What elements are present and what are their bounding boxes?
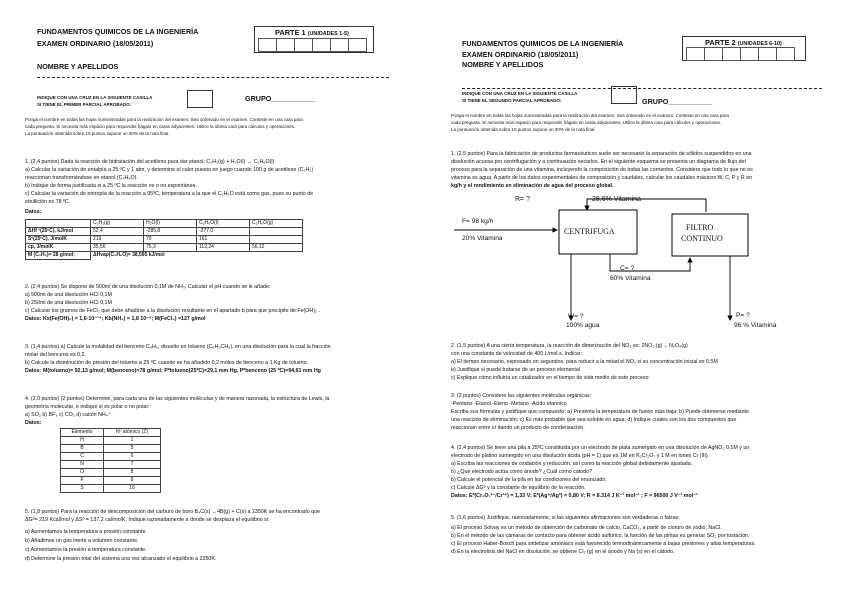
table-cell: 1 bbox=[104, 437, 161, 445]
q2-line: a) 500ml de una disolución HCl 0,1M bbox=[25, 292, 112, 298]
q1-line: reaccionan transformándose en etanol (C₂H₆O). bbox=[25, 175, 138, 181]
table-cell: O bbox=[61, 469, 104, 477]
q5-line: 5. (1,6 puntos) Justifique, razonadamente, si las siguientes afirmaciones son verdaderas o falsas: bbox=[451, 515, 680, 521]
name-label: NOMBRE Y APELLIDOS bbox=[462, 60, 544, 69]
p-composition: 96 % Vitamina bbox=[734, 322, 777, 329]
q1-line: b) Indique de forma justificada si a 25 ºC la reacción es o no espontánea. bbox=[25, 183, 197, 189]
table-cell: Nº atómico (Z) bbox=[104, 429, 161, 437]
table-cell: -277,0 bbox=[197, 228, 250, 236]
table-cell: C₂H₆O(g) bbox=[250, 220, 303, 228]
q1-line: kg/h y el rendimiento en eliminación de agua del proceso global. bbox=[451, 183, 614, 189]
p-label: P= ? bbox=[736, 312, 750, 319]
q3-line: molar del benceno es 0,2. bbox=[25, 352, 86, 358]
q2-line: 2. (2,4 puntos) Se dispone de 500ml de una disolución 0,1M de NH₃. Calcular el pH cuando se le añade: bbox=[25, 284, 271, 290]
table-row bbox=[26, 228, 303, 236]
table-cell: H₂O(l) bbox=[144, 220, 197, 228]
q5-line: d) En la electrolisis del NaCl en disolución, se obtiene Cl₂ (g) en el ánodo y Na (s) en el cátodo. bbox=[451, 549, 675, 555]
table-row bbox=[61, 469, 161, 477]
notice-line-2: SI TIENE EL PRIMER PARCIAL APROBADO: bbox=[37, 102, 132, 107]
table-cell: 75,3 bbox=[144, 244, 197, 252]
table-cell: 9 bbox=[104, 477, 161, 485]
q4-line: 4. (2,4 puntos) Se tiene una pila a 25ºC constituida por un electrodo de plata sumergido en una disolución de AgNO₃ 0,1M y un bbox=[451, 445, 750, 451]
q4-line: b) ¿Qué electrodo actúa como ánodo? ¿Cuál como cátodo? bbox=[451, 469, 593, 475]
centrifuge-label: CENTRIFUGA bbox=[564, 227, 615, 236]
table-cell: 161 bbox=[197, 236, 250, 244]
q2-line: con una constante de velocidad de 400 L/mol.s. Indicar: bbox=[451, 351, 583, 357]
table-cell: 5 bbox=[104, 445, 161, 453]
table-cell: ΔHf º(25ºC), kJ/mol bbox=[26, 228, 91, 236]
q4-line: 4. (2,0 puntos) (2 puntos) Determine, para cada una de las siguientes moléculas y de manera razonada, la estructura de Lewis, la bbox=[25, 396, 330, 402]
c-label: C= ? bbox=[620, 265, 635, 272]
q1-line: c) Calcular la variación de entropía de la reacción a 95ºC, temperatura a la que el C₂H₆O está como gas, pues su punto de bbox=[25, 191, 314, 197]
q2-line: c) Explique cómo influiría un catalizador en el tiempo de vida medio de este proceso bbox=[451, 375, 649, 381]
instructions-line-1: Ponga el nombre en todas las hojas suministradas para la realización del examen. Sea ordenado en el examen. Conteste en una cara para bbox=[25, 117, 303, 122]
q4-line: a) SO₂ b) BF₃ c) CO₂ d) catión NH₄⁺ bbox=[25, 412, 111, 418]
q1-line: 1. (2,4 puntos) Dada la reacción de hidratación del acetileno para dar etanol: C₂H₂(g) + H₂O(l) → C₂H₆O(l) bbox=[25, 159, 275, 165]
q3-line: Escriba sus fórmulas y justifique que compuesto: a) Presenta la temperatura de fusión más baja; b) Puede obtenerse mediante bbox=[451, 409, 749, 415]
q4-line: c) Calcule ΔGº y la constante de equilibrio de la reacción. bbox=[451, 485, 586, 491]
q5-line: ΔGº= 219 Kcal/mol y ΔSº = 137,2 cal/molK. Indique razonadamente a donde se desplaza el equilibrio si: bbox=[25, 517, 270, 523]
table-cell: N bbox=[61, 461, 104, 469]
table-cell bbox=[250, 228, 303, 236]
name-line[interactable] bbox=[37, 77, 389, 78]
table-cell: 8 bbox=[104, 469, 161, 477]
q5-line: d) Determine la presión total del sistema una vez alcanzado el equilibrio a 2350K. bbox=[25, 556, 217, 562]
notice-line-2: SI TIENE EL SEGUNDO PARCIAL APROBADO: bbox=[462, 98, 562, 103]
group-field[interactable]: GRUPO___________ bbox=[245, 94, 316, 103]
q1-line: disolución acuosa por centrifugación y a continuación secarlos. En el siguiente esquema se presenta un diagrama de flujo del bbox=[451, 159, 746, 165]
course-title: FUNDAMENTOS QUIMICOS DE LA INGENIERÍA bbox=[462, 39, 624, 48]
q4-line: a) Escriba las reacciones de oxidación y reducción, así como la reacción global debidamente ajustada. bbox=[451, 461, 693, 467]
q5-line: a) Aumentamos la temperatura a presión constante. bbox=[25, 529, 147, 535]
q1-data-label: Datos: bbox=[25, 209, 42, 215]
table-row bbox=[26, 252, 303, 260]
q5-line: b) Añadimos un gas inerte a volumen constante. bbox=[25, 538, 139, 544]
table-cell: ΔHvap(C₂H₆O)= 38,595 kJ/mol bbox=[93, 252, 165, 259]
passed-checkbox[interactable] bbox=[187, 90, 213, 108]
table-row bbox=[26, 220, 303, 228]
table-cell: Sº(25ºC), J/molK bbox=[26, 236, 91, 244]
instructions-line-1: Ponga el nombre en todas las hojas suministradas para la realización del examen. Sea ordenado en el examen. Conteste en una cara para bbox=[451, 113, 729, 118]
filter-label-1: FILTRO bbox=[686, 223, 714, 232]
grade-grid[interactable] bbox=[258, 38, 367, 52]
table-cell: cp, J/molK bbox=[26, 244, 91, 252]
instructions-line-3: La puntuación obtenida sobre 10 puntos supone un 30% de la nota final. bbox=[451, 127, 596, 132]
table-row bbox=[61, 437, 161, 445]
q4-line: geometría molecular, e indique si es polar o no polar: bbox=[25, 404, 150, 410]
table-cell: C bbox=[61, 453, 104, 461]
notice-line-1: INDIQUE CON UNA CRUZ EN LA SIGUIENTE CASILLA bbox=[462, 91, 578, 96]
filter-label-2: CONTINUO bbox=[681, 234, 723, 243]
table-cell: 219 bbox=[91, 236, 144, 244]
exam-page-part-2 bbox=[424, 0, 848, 599]
table-cell bbox=[26, 220, 91, 228]
table-row bbox=[61, 461, 161, 469]
table-cell: Elemento bbox=[61, 429, 104, 437]
q1-line: ebullición es 78 ºC. bbox=[25, 199, 71, 205]
w-composition: 100% agua bbox=[566, 322, 600, 329]
table-row bbox=[61, 429, 161, 437]
table-cell: F bbox=[61, 477, 104, 485]
table-cell: M (C₂H₂)= 28 g/mol; bbox=[26, 252, 91, 260]
table-cell: 16 bbox=[104, 485, 161, 493]
q5-line: 5. (1,8 puntos) Para la reacción de descomposición del carburo de boro B₄C(s) ↔4B(g) + C(s) a 2350K se ha encontrado que bbox=[25, 509, 320, 515]
table-cell: 7 bbox=[104, 461, 161, 469]
element-table bbox=[60, 428, 161, 493]
course-title: FUNDAMENTOS QUIMICOS DE LA INGENIERÍA bbox=[37, 27, 199, 36]
table-cell: 70 bbox=[144, 236, 197, 244]
q2-line: b) 250ml de una disolución HCl 0,1M bbox=[25, 300, 112, 306]
q2-line: Datos: Ks(Fe(OH)₂) = 1,6·10⁻¹⁴; Kb(NH₃) = 1,8 10⁻⁵; M(FeCl₂) =127 g/mol bbox=[25, 316, 206, 322]
r-composition: 28,6% Vitamina bbox=[592, 196, 641, 203]
q5-line: c) Aumentamos la presión a temperatura constante. bbox=[25, 547, 147, 553]
exam-title: EXAMEN ORDINARIO (18/05/2011) bbox=[462, 50, 579, 59]
q4-line: b) Calcule el potencial de la pila en las condiciones del enunciado. bbox=[451, 477, 607, 483]
instructions-line-2: cada pregunta. Si necesita más espacio para responder hágalo en caras adyacentes. Utilice la última cara para cálculos y operaciones. bbox=[25, 124, 296, 129]
table-cell: 112,24 bbox=[197, 244, 250, 252]
c-composition: 60% Vitamina bbox=[610, 275, 651, 282]
table-cell: 6 bbox=[104, 453, 161, 461]
part-title: PARTE 2 (UNIDADES 6-10) bbox=[705, 38, 782, 47]
exam-title: EXAMEN ORDINARIO (18/05/2011) bbox=[37, 39, 154, 48]
table-row bbox=[61, 477, 161, 485]
table-cell bbox=[250, 236, 303, 244]
table-cell: C₂H₂(g) bbox=[91, 220, 144, 228]
table-cell: B bbox=[61, 445, 104, 453]
q3-line: -Pentano -Etanol -Eteno -Metano -Acido etanoico bbox=[451, 401, 567, 407]
q2-line: a) El tiempo necesario, expresado en segundos, para reducir a la mitad el NO₂ si su concentración inicial es 0,5M bbox=[451, 359, 718, 365]
q4-line: electrodo de platino sumergido en una disolución ácida (pH = 1) que es 1M en K₂Cr₂O₇ y 1 M en iones Cr (III). bbox=[451, 453, 710, 459]
q5-line: b) En el método de las cámaras de contacto para obtener ácido sulfúrico, la función de las piritas es generar SO₂ por tostación. bbox=[451, 533, 750, 539]
q2-line: c) Calcular los gramos de FeCl₂ que debe añadirse a la disolución resultante en el apartado b para que precipite de Fe(OH)₂ . bbox=[25, 308, 321, 314]
r-label: R= ? bbox=[515, 196, 530, 203]
table-cell: 35,56 bbox=[91, 244, 144, 252]
instructions-line-2: cada pregunta. Si necesita más espacio para responder hágalo en caras adyacentes. Utilice la última cara para cálculos y operaciones. bbox=[451, 120, 722, 125]
q3-line: b) Calcule la disminución de presión del tolueno a 25 ºC cuando se ha añadido 0,2 moles de benceno a 1 Kg de tolueno. bbox=[25, 360, 309, 366]
q1-line: 1. (2,5 puntos) Para la fabricación de productos farmacéuticos suele ser necesario la separación de sólidos suspendidos en una bbox=[451, 151, 752, 157]
table-row bbox=[61, 485, 161, 493]
part-title: PARTE 1 (UNIDADES 1-5) bbox=[275, 28, 349, 37]
q3-line: 3. (2 puntos) Considere las siguientes moléculas orgánicas: bbox=[451, 393, 592, 399]
q3-line: una reacción de eliminación; c) Es más probable que sea soluble en agua; d) Indique cuales son los dos compuestos que bbox=[451, 417, 737, 423]
name-label: NOMBRE Y APELLIDOS bbox=[37, 62, 119, 71]
group-field[interactable]: GRUPO___________ bbox=[642, 97, 713, 106]
flow-diagram bbox=[424, 0, 848, 340]
q1-line: a) Calcular la variación de entalpía a 25 ºC y 1 atm, y determine el calor puesto en juego cuando 100 g de acetileno (C₂H₂) bbox=[25, 167, 314, 173]
f-composition: 20% Vitamina bbox=[462, 235, 503, 242]
q3-line: Datos: M(tolueno)= 92,13 g/mol; M(benceno)=78 g/mol; Pºtolueno(25ºC)=29,1 mm Hg. Pºbenceno (25 ºC)=94,61 mm Hg bbox=[25, 368, 321, 374]
q1-line: proceso para la separación de una vitamina, incluyendo la composición de todas las corrientes. Considere que todo lo que no es bbox=[451, 167, 753, 173]
q5-line: c) El proceso Haber-Bosch para sintetizar amoniaco está favorecido termodinámicamente a bajas presiones y altas temperaturas. bbox=[451, 541, 756, 547]
table-row bbox=[26, 244, 303, 252]
q4-line: Datos: Eº(Cr₂O₇²⁻/Cr³⁺) = 1,33 V; Eº(Ag⁺/Agº) = 0,80 V; R = 8.314 J K⁻¹ mol⁻¹ ; F = 96500 J V⁻¹ mol⁻¹ bbox=[451, 493, 698, 499]
table-row bbox=[61, 445, 161, 453]
notice-line-1: INDIQUE CON UNA CRUZ EN LA SIGUIENTE CASILLA bbox=[37, 95, 153, 100]
table-cell: C₂H₆O(l) bbox=[197, 220, 250, 228]
q1-line: vitamina es agua. A partir de los datos experimentales de composición y caudales, calcular los caudales másicos W, C, P y R en bbox=[451, 175, 753, 181]
table-cell: -285,8 bbox=[144, 228, 197, 236]
table-cell: 52,4 bbox=[91, 228, 144, 236]
w-label: W= ? bbox=[568, 313, 584, 320]
table-row bbox=[26, 236, 303, 244]
q3-line: 3. (1,4 puntos) a) Calcule la molalidad del benceno C₆H₆, disuelto en tolueno (C₆H₅CH₃), en una disolución para la cual la fracción bbox=[25, 344, 331, 350]
q5-line: a) El proceso Solvay es un método de obtención de carbonato de calcio, CaCO₃, a partir de cloruro de sodio, NaCl. bbox=[451, 525, 722, 531]
table-row bbox=[61, 453, 161, 461]
f-label: F= 98 kg/h bbox=[462, 218, 494, 225]
q2-line: 2. (1,5 puntos) A una cierta temperatura, la reacción de dimerización del NO₂ es: 2NO₂ (g)→ N₂O₄(g) bbox=[451, 343, 688, 349]
q1-data-table bbox=[25, 219, 303, 260]
q3-line: reaccionan entre sí dando un producto de condensación. bbox=[451, 425, 585, 431]
table-cell: H bbox=[61, 437, 104, 445]
q2-line: b) Justifique si puede tratarse de un proceso elemental bbox=[451, 367, 580, 373]
instructions-line-3: La puntuación obtenida sobre 10 puntos supone un 30% de la nota final. bbox=[25, 131, 170, 136]
q4-line: Datos: bbox=[25, 420, 42, 426]
table-cell: 56,12 bbox=[250, 244, 303, 252]
table-cell: S bbox=[61, 485, 104, 493]
